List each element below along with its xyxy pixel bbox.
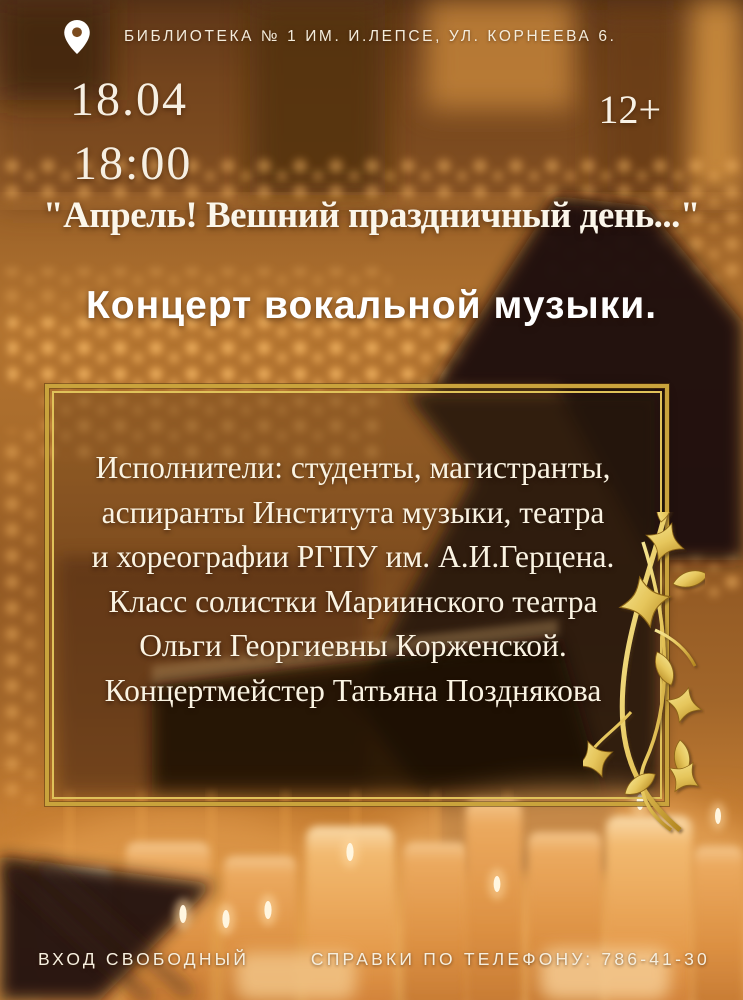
gold-flourish-decoration — [583, 512, 705, 844]
event-date: 18.04 — [70, 73, 188, 126]
event-subtitle: Концерт вокальной музыки. — [85, 284, 658, 327]
phone-info: СПРАВКИ ПО ТЕЛЕФОНУ: 786-41-30 — [310, 949, 710, 969]
event-time: 18:00 — [73, 137, 193, 190]
performers-line: и хореографии РГПУ им. А.И.Герцена. — [91, 539, 615, 574]
location-pin-icon — [64, 20, 90, 54]
venue-row — [64, 20, 617, 54]
event-title: "Апрель! Вешний праздничный день..." — [43, 195, 700, 236]
performers-line: Концертмейстер Татьяна Позднякова — [104, 672, 602, 708]
performers-line: аспиранты Института музыки, театра — [101, 494, 605, 530]
venue-text: БИБЛИОТЕКА № 1 ИМ. И.ЛЕПСЕ, УЛ. КОРНЕЕВА 6. — [124, 28, 617, 45]
admission-note: ВХОД СВОБОДНЫЙ — [38, 949, 250, 969]
performers-block — [58, 446, 648, 713]
performers-line: Класс солистки Мариинского театра — [108, 583, 598, 619]
performers-line: Исполнители: студенты, магистранты, — [95, 450, 611, 485]
footer — [38, 949, 710, 970]
performers-line: Ольги Георгиевны Корженской. — [139, 628, 567, 663]
age-rating-badge: 12+ — [598, 87, 661, 132]
